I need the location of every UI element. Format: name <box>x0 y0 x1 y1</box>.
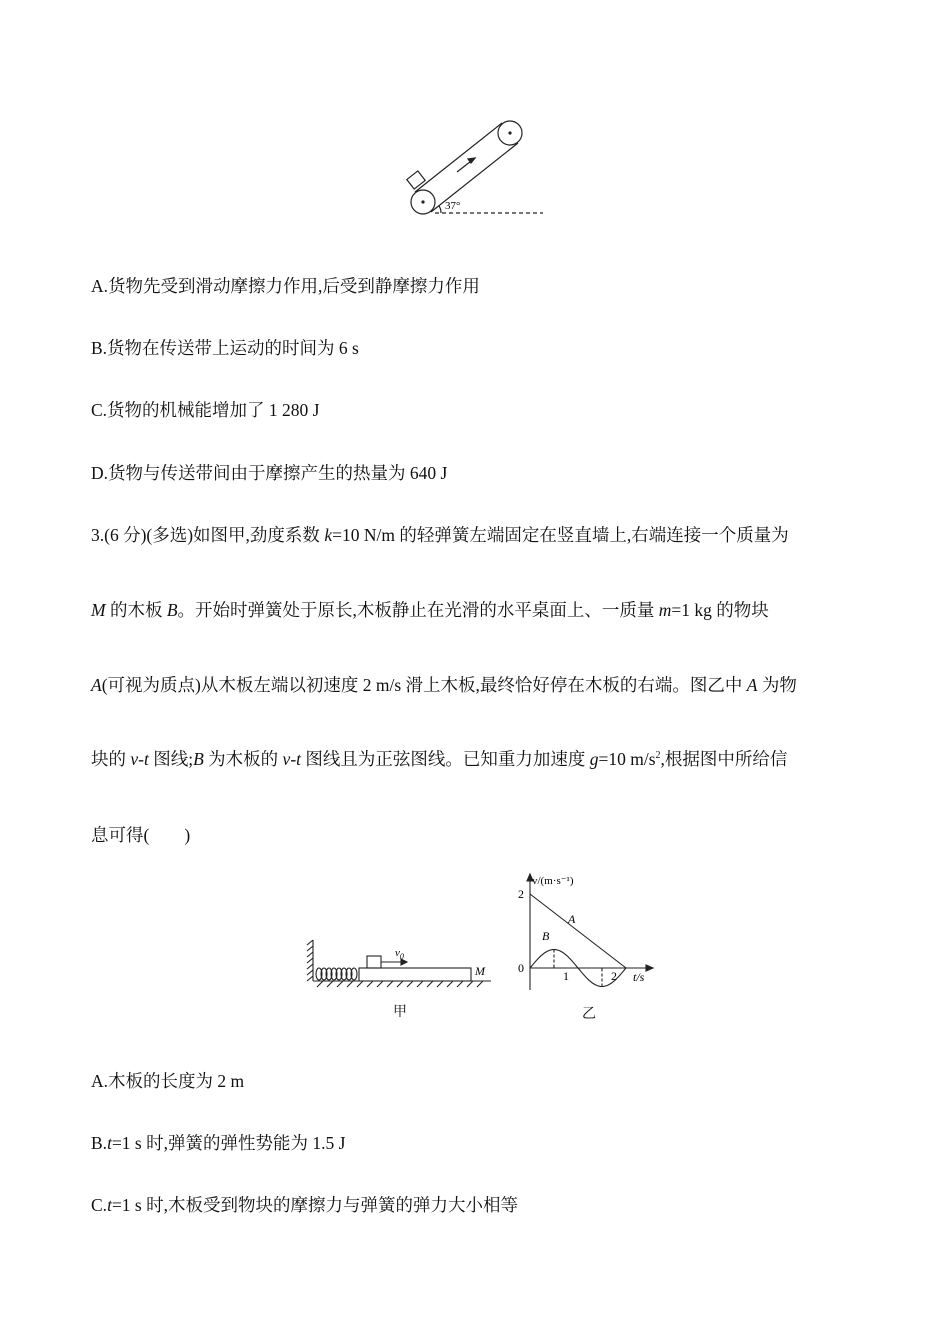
q2-option-b: B.货物在传送带上运动的时间为 6 s <box>91 338 359 358</box>
spring <box>316 968 357 980</box>
conveyor-belt-figure <box>395 110 555 225</box>
angle-label: 37° <box>445 200 461 212</box>
q3-stem-line4: 块的 v-t 图线;B 为木板的 v-t 图线且为正弦图线。已知重力加速度 g=10 $m/s^2$,根据图中所给信 <box>91 749 788 769</box>
q3-stem-line3: A(可视为质点)从木板左端以初速度 2 m/s 滑上木板,最终恰好停在木板的右端。图乙中 A 为物 <box>91 675 797 695</box>
q3-option-a: A.木板的长度为 2 m <box>91 1071 245 1091</box>
x-axis-label: t/s <box>633 970 645 984</box>
series-label-b: B <box>542 929 550 943</box>
wall-hatch <box>307 940 313 981</box>
tick-x-1: 1 <box>563 969 569 983</box>
figure-jia <box>305 935 495 995</box>
q3-stem-line1: 3.(6 分)(多选)如图甲,劲度系数 k=10 N/m 的轻弹簧左端固定在竖直墙上,右端连接一个质量为 <box>91 525 789 545</box>
caption-jia: 甲 <box>393 1005 407 1020</box>
q2-option-d: D.货物与传送带间由于摩擦产生的热量为 640 J <box>91 463 448 483</box>
q3-option-b: B.t=1 s 时,弹簧的弹性势能为 1.5 J <box>91 1133 346 1153</box>
caption-yi: 乙 <box>582 1007 596 1022</box>
q3-stem-line5: 息可得( ) <box>91 825 191 845</box>
q3-stem-line2: M 的木板 B。开始时弹簧处于原长,木板静止在光滑的水平桌面上、一质量 m=1 kg 的物块 <box>91 600 769 620</box>
tick-y-2: 2 <box>518 887 524 901</box>
y-axis-label: v/(m·s⁻¹) <box>532 875 574 887</box>
figure-yi-vt-chart <box>510 868 660 1000</box>
q2-option-a: A.货物先受到滑动摩擦力作用,后受到静摩擦力作用 <box>91 276 480 296</box>
v0-label: $v_0$ <box>395 947 404 961</box>
tick-origin: 0 <box>518 961 524 975</box>
block <box>367 956 381 968</box>
q3-option-c: C.t=1 s 时,木板受到物块的摩擦力与弹簧的弹力大小相等 <box>91 1195 518 1215</box>
board-mass-label: M <box>475 964 485 978</box>
table-hatch <box>317 981 483 987</box>
board <box>359 968 471 981</box>
q2-option-c: C.货物的机械能增加了 1 280 J <box>91 400 320 420</box>
tick-x-2: 2 <box>611 969 617 983</box>
series-label-a: A <box>568 912 576 926</box>
